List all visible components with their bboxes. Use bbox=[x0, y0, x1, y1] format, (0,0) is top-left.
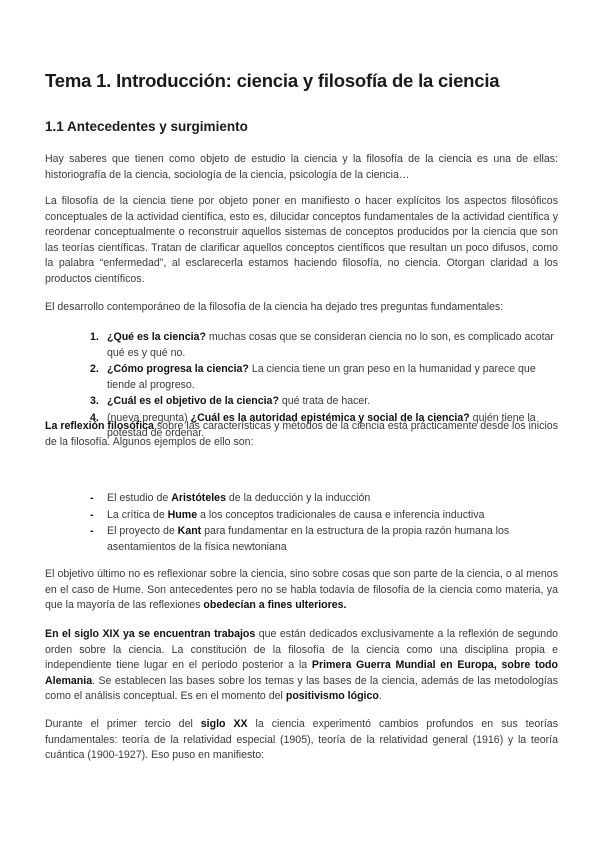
list-item: - El estudio de Aristóteles de la deducción y la inducción bbox=[90, 492, 371, 504]
list-item: 3. ¿Cuál es el objetivo de la ciencia? qué trata de hacer. bbox=[90, 395, 371, 407]
list-item: 2. ¿Cómo progresa la ciencia? La ciencia tiene un gran peso en la humanidad y parece que tiende al progreso. bbox=[90, 363, 536, 391]
page-title: Tema 1. Introducción: ciencia y filosofía de la ciencia bbox=[45, 70, 500, 91]
paragraph-definicion: La filosofía de la ciencia tiene por objeto poner en manifiesto o hacer explícitos los aspectos filosóficos conceptuales de la actividad científica, esto es, dilucidar conceptos fundamentales de la actividad científica y reordenar conceptualmente o reconstruir aquellos sistemas de conceptos producidos por la ciencia que son las teorías científicas. Tratan de clarificar aquellos conceptos científicos que resultan un poco difusos, como la palabra “enfermedad”, al esclarecerla estamos haciendo filosofía, no ciencia. Otorgan claridad a los productos científicos. bbox=[45, 195, 558, 285]
section-heading: 1.1 Antecedentes y surgimiento bbox=[45, 119, 248, 134]
list-item: 1. ¿Qué es la ciencia? muchas cosas que se consideran ciencia no lo son, es complicado acotar qué es y qué no. bbox=[90, 331, 554, 359]
paragraph-siglo-xx: Durante el primer tercio del siglo XX la ciencia experimentó cambios profundos en sus teorías fundamentales: teoría de la relatividad especial (1905), teoría de la relatividad general (1916) y la teoría cuántica (1900-1927). Eso puso en manifiesto: bbox=[45, 718, 558, 761]
paragraph-reflexion: La reflexión filosófica sobre las características y métodos de la ciencia está prácticamente desde los inicios de la filosofía. Algunos ejemplos de ello son: bbox=[45, 420, 558, 448]
paragraph-siglo-xix: En el siglo XIX ya se encuentran trabajos que están dedicados exclusivamente a la reflexión de segundo orden sobre la ciencia. La constitución de la filosofía de la ciencia como una disciplina propia e independiente tiene lugar en el período posterior a la Primera Guerra Mundial en Europa, sobre todo Alemania. Se establecen las bases sobre los temas y las bases de la ciencia, además de las metodologías como el análisis conceptual. Es en el momento del positivismo lógico. bbox=[45, 628, 558, 702]
list-item: 4. (nueva pregunta) ¿Cuál es la autoridad epistémica y social de la ciencia? quién tiene la potestad de ordenar. bbox=[90, 411, 536, 439]
list-item: - El proyecto de Kant para fundamentar en la estructura de la propia razón humana los asentamientos de la física newtoniana bbox=[90, 525, 510, 553]
paragraph-preguntas-intro: El desarrollo contemporáneo de la filosofía de la ciencia ha dejado tres preguntas fundamentales: bbox=[45, 301, 504, 313]
examples-list bbox=[45, 491, 558, 556]
paragraph-saberes: Hay saberes que tienen como objeto de estudio la ciencia y la filosofía de la ciencia es una de ellas: historiografía de la ciencia, sociología de la ciencia, psicología de la ciencia… bbox=[45, 153, 558, 181]
paragraph-objetivo: El objetivo último no es reflexionar sobre la ciencia, sino sobre cosas que son parte de la ciencia, o al menos en el caso de Hume. Son antecedentes pero no se habla todavía de filosofía de la ciencia como materia, ya que la mayoría de las reflexiones obedecían a fines ulteriores. bbox=[45, 568, 558, 611]
list-item: - La crítica de Hume a los conceptos tradicionales de causa e inferencia inductiva bbox=[90, 508, 485, 521]
